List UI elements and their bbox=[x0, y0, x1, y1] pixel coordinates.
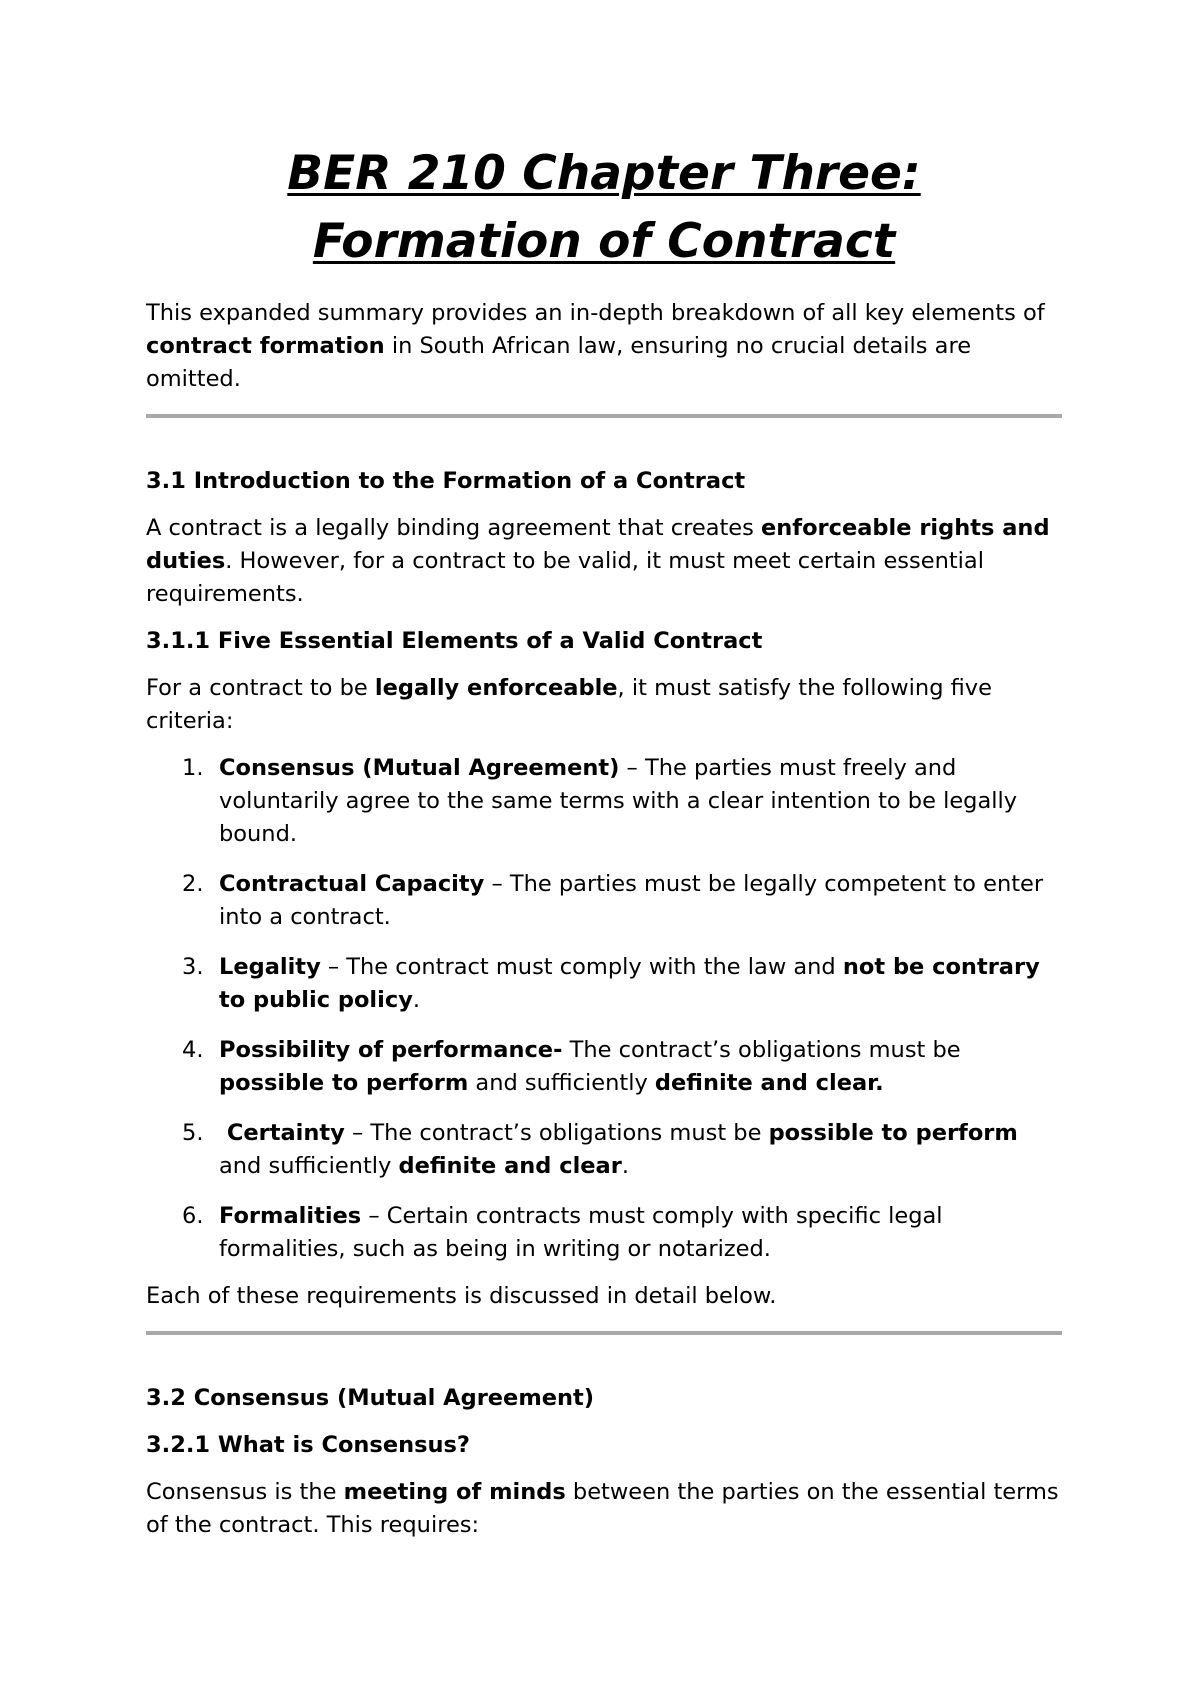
list-item: 3. Legality – The contract must comply with the law and not be contrary to public policy. bbox=[182, 954, 1040, 1013]
section-3-1-heading: 3.1 Introduction to the Formation of a Contract bbox=[146, 468, 746, 494]
section-divider bbox=[146, 414, 1062, 418]
document-title bbox=[146, 140, 1062, 276]
intro-paragraph: This expanded summary provides an in-depth breakdown of all key elements of contract formation in South African law, ensuring no crucial details are omitted. bbox=[146, 300, 1045, 392]
document-page bbox=[146, 140, 1062, 1556]
section-3-1-1-closing: Each of these requirements is discussed in detail below. bbox=[146, 1283, 777, 1309]
list-item: 4. Possibility of performance- The contract’s obligations must be possible to perform and sufficiently definite and clear. bbox=[182, 1037, 961, 1096]
list-item: 5. Certainty – The contract’s obligations must be possible to perform and sufficiently definite and clear. bbox=[182, 1120, 1018, 1179]
section-3-1-1-paragraph: For a contract to be legally enforceable, it must satisfy the following five criteria: bbox=[146, 675, 992, 734]
section-3-2-1-paragraph: Consensus is the meeting of minds between the parties on the essential terms of the contract. This requires: bbox=[146, 1479, 1059, 1538]
section-3-2-1-heading: 3.2.1 What is Consensus? bbox=[146, 1432, 470, 1458]
section-3-1-1-heading: 3.1.1 Five Essential Elements of a Valid Contract bbox=[146, 628, 763, 654]
section-divider bbox=[146, 1331, 1062, 1335]
section-3-1-paragraph: A contract is a legally binding agreement that creates enforceable rights and duties. However, for a contract to be valid, it must meet certain essential requirements. bbox=[146, 515, 1050, 607]
list-item: 2. Contractual Capacity – The parties must be legally competent to enter into a contract. bbox=[182, 871, 1044, 930]
title-line-1: BER 210 Chapter Three: bbox=[287, 146, 921, 201]
list-item: 6. Formalities – Certain contracts must comply with specific legal formalities, such as being in writing or notarized. bbox=[182, 1203, 943, 1262]
criteria-list bbox=[146, 752, 1062, 1266]
list-item: 1. Consensus (Mutual Agreement) – The parties must freely and voluntarily agree to the same terms with a clear intention to be legally bound. bbox=[182, 755, 1018, 847]
title-line-2: Formation of Contract bbox=[312, 214, 896, 269]
section-3-2-heading: 3.2 Consensus (Mutual Agreement) bbox=[146, 1385, 595, 1411]
